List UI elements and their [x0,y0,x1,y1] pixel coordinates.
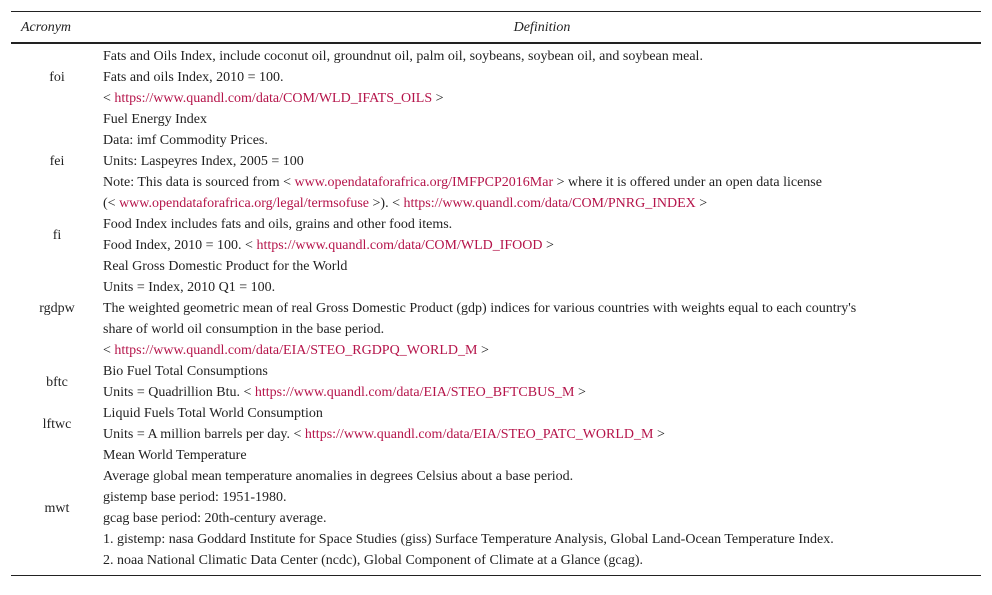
source-link[interactable]: www.opendataforafrica.org/IMFPCP2016Mar [294,175,554,190]
source-link[interactable]: https://www.quandl.com/data/EIA/STEO_BFTCBUS_M [254,385,575,400]
definition-cell [103,445,981,576]
header-acronym: Acronym [11,12,103,44]
table-header-row [11,12,981,44]
acronym-table [11,11,981,576]
definition-line [103,88,975,109]
definition-line: gcag base period: 20th-century average. [103,511,327,526]
definition-line [103,382,975,403]
definition-line [103,424,975,445]
definition-line: Fats and oils Index, 2010 = 100. [103,70,284,85]
acronym-cell: fei [49,154,65,169]
definition-cell [103,361,981,403]
definition-line [103,193,975,214]
definition-line: Bio Fuel Total Consumptions [103,364,268,379]
definition-line: gistemp base period: 1951-1980. [103,490,287,505]
text-fragment: > [432,91,444,106]
license-link[interactable]: www.opendataforafrica.org/legal/termsofuse [119,196,370,211]
text-fragment: > [695,196,708,211]
definition-line [103,340,975,361]
table-row [11,445,981,576]
text-fragment: Note: This data is sourced from < [103,175,295,190]
table-row [11,109,981,214]
definition-line: Fats and Oils Index, include coconut oil, groundnut oil, palm oil, soybeans, soybean oil, and soybean meal. [103,49,703,64]
text-fragment: (< [103,196,120,211]
table-row [11,403,981,445]
table-row [11,256,981,361]
text-fragment: > [653,427,665,442]
definition-line [103,172,975,193]
definition-line: Average global mean temperature anomalies in degrees Celsius about a base period. [103,469,574,484]
source-link[interactable]: https://www.quandl.com/data/EIA/STEO_RGDPQ_WORLD_M [114,343,478,358]
definition-cell [103,109,981,214]
definition-line [103,235,975,256]
acronym-cell: rgdpw [39,301,75,316]
table-row [11,361,981,403]
text-fragment: >). < [369,196,404,211]
source-link[interactable]: https://www.quandl.com/data/EIA/STEO_PATC_WORLD_M [304,427,654,442]
text-fragment: Food Index, 2010 = 100. < [103,238,257,253]
definition-line: Liquid Fuels Total World Consumption [103,406,323,421]
definition-line: Units: Laspeyres Index, 2005 = 100 [103,154,304,169]
definition-line: Data: imf Commodity Prices. [103,133,268,148]
table-row [11,43,981,109]
text-fragment: > [574,385,586,400]
definition-line: The weighted geometric mean of real Gross Domestic Product (gdp) indices for various countries with weights equal to each country's [103,301,857,316]
text-fragment: > [477,343,489,358]
text-fragment: > [542,238,554,253]
text-fragment: Units = A million barrels per day. < [103,427,305,442]
definition-cell [103,43,981,109]
definition-cell [103,403,981,445]
definition-line: Mean World Temperature [103,448,247,463]
definition-cell [103,214,981,256]
header-definition: Definition [103,12,981,44]
definition-cell [103,256,981,361]
definition-line: Real Gross Domestic Product for the World [103,259,348,274]
acronym-cell: fi [52,227,62,243]
source-link[interactable]: https://www.quandl.com/data/COM/WLD_IFATS_OILS [114,91,433,106]
source-link[interactable]: https://www.quandl.com/data/COM/PNRG_INDEX [403,196,696,211]
acronym-cell: lftwc [42,416,72,432]
definition-line: 1. gistemp: nasa Goddard Institute for Space Studies (giss) Surface Temperature Analysis, Global Land-Ocean Temperature Index. [103,532,834,547]
definition-line: Units = Index, 2010 Q1 = 100. [103,280,276,295]
text-fragment: > where it is offered under an open data license [553,175,822,190]
acronym-cell: foi [49,70,65,85]
text-fragment: < [103,343,115,358]
text-fragment: Units = Quadrillion Btu. < [103,385,255,400]
definition-line: 2. noaa National Climatic Data Center (ncdc), Global Component of Climate at a Glance (gcag). [103,553,643,568]
definition-line: Fuel Energy Index [103,112,207,127]
table-row [11,214,981,256]
source-link[interactable]: https://www.quandl.com/data/COM/WLD_IFOOD [256,238,543,253]
definition-line: share of world oil consumption in the base period. [103,322,385,337]
text-fragment: < [103,91,115,106]
acronym-cell: mwt [11,445,103,576]
acronym-cell: bftc [46,374,68,390]
definition-line: Food Index includes fats and oils, grains and other food items. [103,217,453,232]
